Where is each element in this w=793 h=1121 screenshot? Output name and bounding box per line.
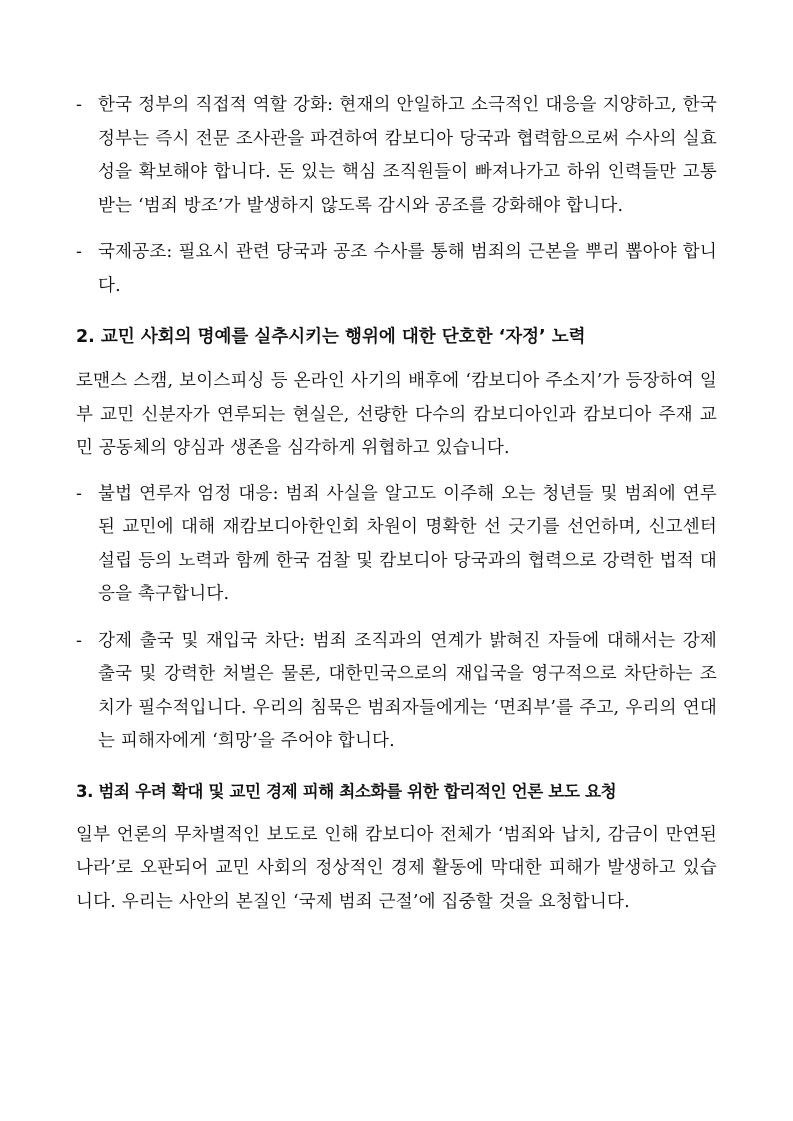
section-2-paragraph: 로맨스 스캠, 보이스피싱 등 온라인 사기의 배후에 ‘캄보디아 주소지’가 등장하여 일부 교민 신분자가 연루되는 현실은, 선량한 다수의 캄보디아인과 캄보디아 주재 교민 공동체의 양심과 생존을 심각하게 위협하고 있습니다. (76, 371, 717, 458)
bullet-item-government-role (76, 89, 717, 223)
bullet-text: 한국 정부의 직접적 역할 강화: 현재의 안일하고 소극적인 대응을 지양하고, 한국 정부는 즉시 전문 조사관을 파견하여 캄보디아 당국과 협력함으로써 수사의 실효성을 확보해야 합니다. 돈 있는 핵심 조직원들이 빠져나가고 하위 인력들만 고통받는 ‘범죄 방조’가 발생하지 않도록 감시와 공조를 강화해야 합니다. (98, 95, 717, 216)
bullet-text: 강제 출국 및 재입국 차단: 범죄 조직과의 연계가 밝혀진 자들에 대해서는 강제 출국 및 강력한 처벌은 물론, 대한민국으로의 재입국을 영구적으로 차단하는 조치가 필수적입니다. 우리의 침묵은 범죄자들에게는 ‘면죄부’를 주고, 우리의 연대는 피해자에게 ‘희망’을 주어야 합니다. (98, 630, 717, 751)
bullet-dash: - (76, 242, 83, 262)
bullet-dash: - (76, 483, 83, 504)
section-3-heading: 3. 범죄 우려 확대 및 교민 경제 피해 최소화를 위한 합리적인 언론 보도 요청 (76, 781, 617, 801)
section-3-paragraph: 일부 언론의 무차별적인 보도로 인해 캄보디아 전체가 ‘범죄와 납치, 감금이 만연된 나라’로 오판되어 교민 사회의 정상적인 경제 활동에 막대한 피해가 발생하고 있습니다. 우리는 사안의 본질인 ‘국제 범죄 근절’에 집중할 것을 요청합니다. (76, 824, 717, 912)
bullet-text: 불법 연루자 엄정 대응: 범죄 사실을 알고도 이주해 오는 청년들 및 범죄에 연루된 교민에 대해 재캄보디아한인회 차원이 명확한 선 긋기를 선언하며, 신고센터 설립 등의 노력과 함께 한국 검찰 및 캄보디아 당국과의 협력으로 강력한 법적 대응을 촉구합니다. (98, 483, 717, 604)
bullet-text: 국제공조: 필요시 관련 당국과 공조 수사를 통해 범죄의 근본을 뿌리 뽑아야 합니다. (98, 242, 717, 296)
bullet-item-strict-response (76, 478, 717, 612)
bullet-item-deportation (76, 625, 717, 759)
bullet-dash: - (76, 95, 83, 115)
section-2-heading: 2. 교민 사회의 명예를 실추시키는 행위에 대한 단호한 ‘자정’ 노력 (76, 327, 586, 347)
bullet-item-international-cooperation (76, 236, 717, 303)
bullet-dash: - (76, 630, 83, 651)
